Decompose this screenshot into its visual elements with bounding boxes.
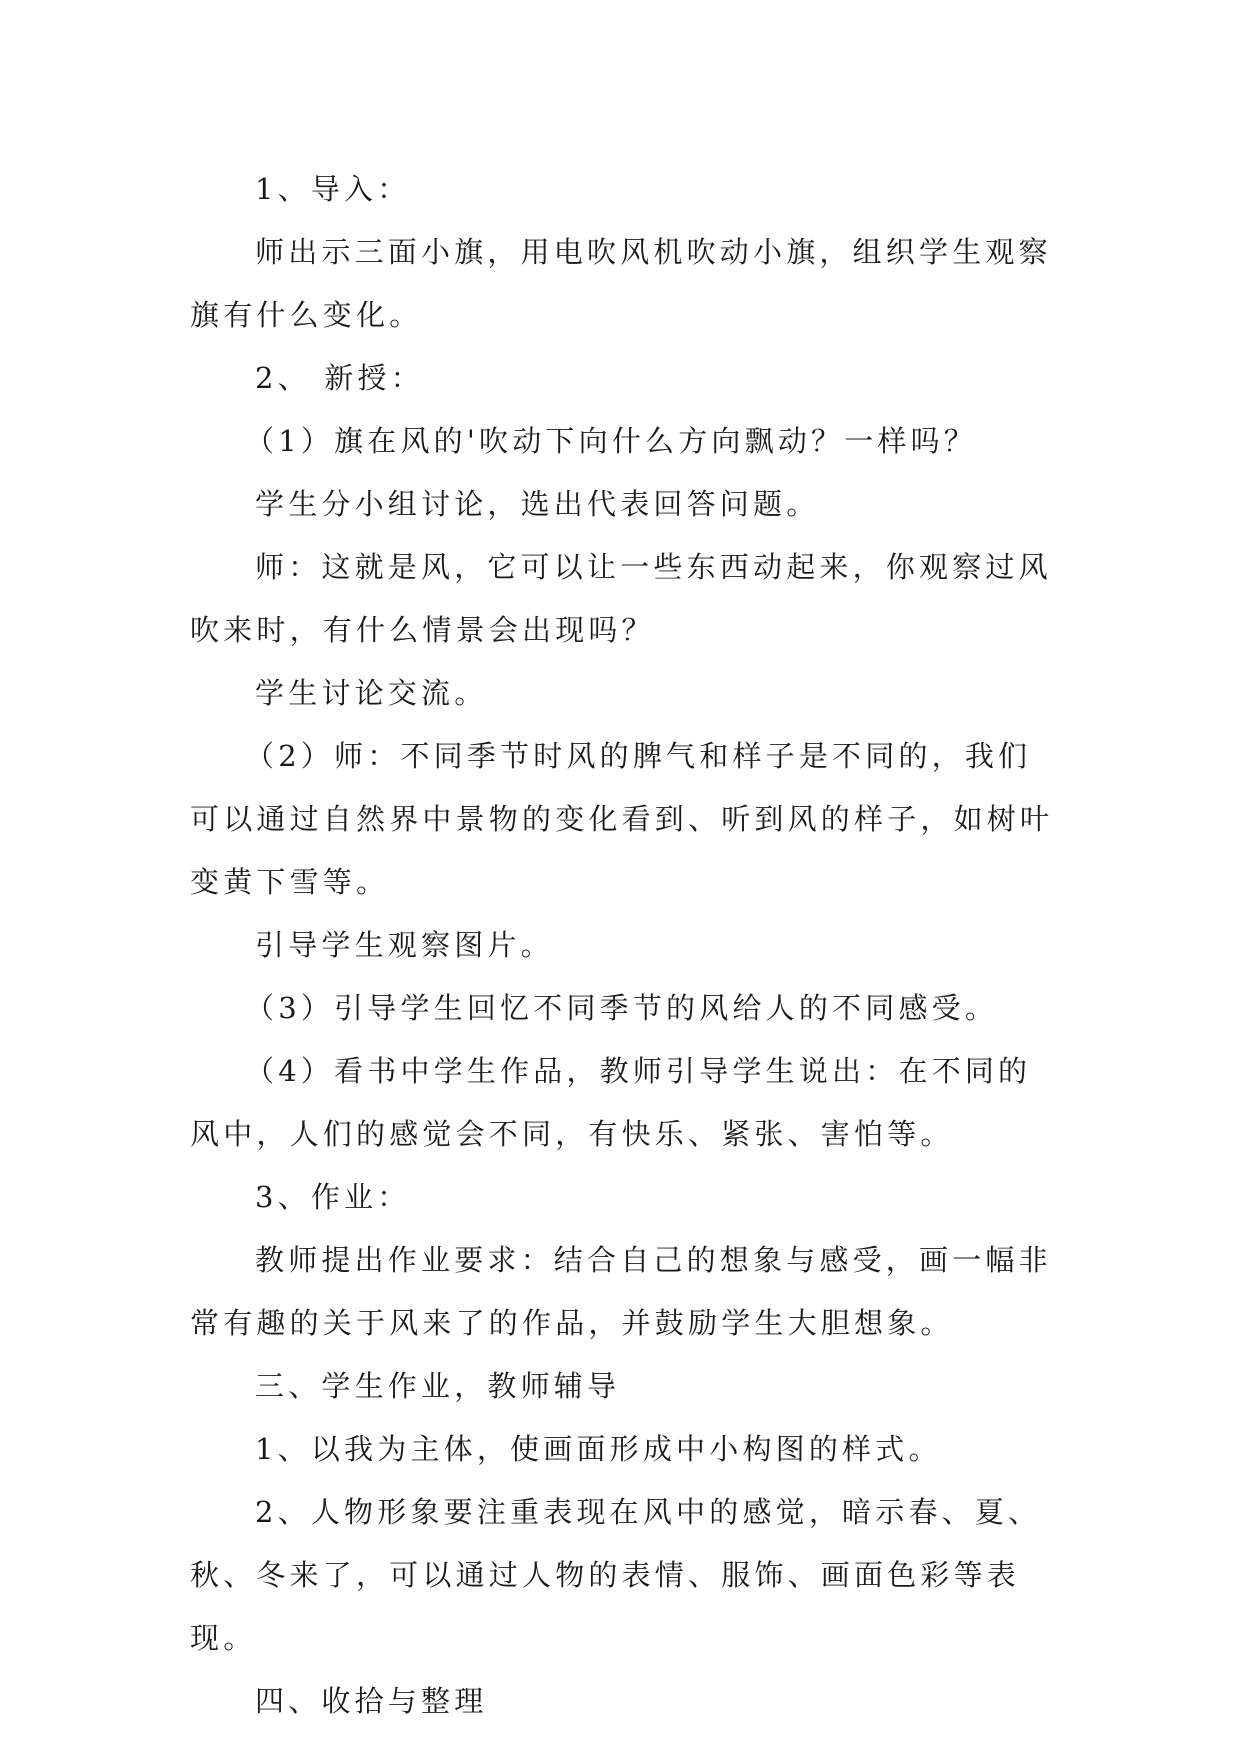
paragraph-homework-requirements: 教师提出作业要求：结合自己的想象与感受，画一幅非常有趣的关于风来了的作品，并鼓励学生大胆想象。 xyxy=(190,1243,1052,1340)
paragraph-group-discussion: 学生分小组讨论，选出代表回答问题。 xyxy=(255,487,820,521)
paragraph-intro-activity: 师出示三面小旗，用电吹风机吹动小旗，组织学生观察旗有什么变化。 xyxy=(190,235,1052,332)
section-heading-intro: 1、导入： xyxy=(255,172,411,206)
section-heading-new-lesson: 2、 新授： xyxy=(255,361,424,395)
paragraph-teacher-wind: 师：这就是风，它可以让一些东西动起来，你观察过风吹来时，有什么情景会出现吗？ xyxy=(190,550,1052,647)
section-heading-homework: 3、作业： xyxy=(255,1180,411,1214)
paragraph-point-2: 2、人物形象要注重表现在风中的感觉，暗示春、夏、秋、冬来了，可以通过人物的表情、服饰、画面色彩等表现。 xyxy=(190,1495,1042,1655)
paragraph-question-2: （2）师：不同季节时风的脾气和样子是不同的，我们可以通过自然界中景物的变化看到、听到风的样子，如树叶变黄下雪等。 xyxy=(190,739,1054,899)
paragraph-observe-pictures: 引导学生观察图片。 xyxy=(255,928,554,962)
paragraph-point-1: 1、以我为主体，使画面形成中小构图的样式。 xyxy=(255,1432,942,1466)
paragraph-question-4: （4）看书中学生作品，教师引导学生说出：在不同的风中，人们的感觉会不同，有快乐、紧张、害怕等。 xyxy=(190,1054,1032,1151)
paragraph-student-exchange: 学生讨论交流。 xyxy=(255,676,488,710)
section-heading-student-work: 三、学生作业，教师辅导 xyxy=(255,1369,621,1403)
paragraph-question-3: （3）引导学生回忆不同季节的风给人的不同感受。 xyxy=(245,991,999,1025)
paragraph-question-1: （1）旗在风的'吹动下向什么方向飘动？一样吗？ xyxy=(245,424,978,458)
section-heading-cleanup: 四、收拾与整理 xyxy=(255,1684,488,1718)
document-body xyxy=(190,158,1060,1733)
